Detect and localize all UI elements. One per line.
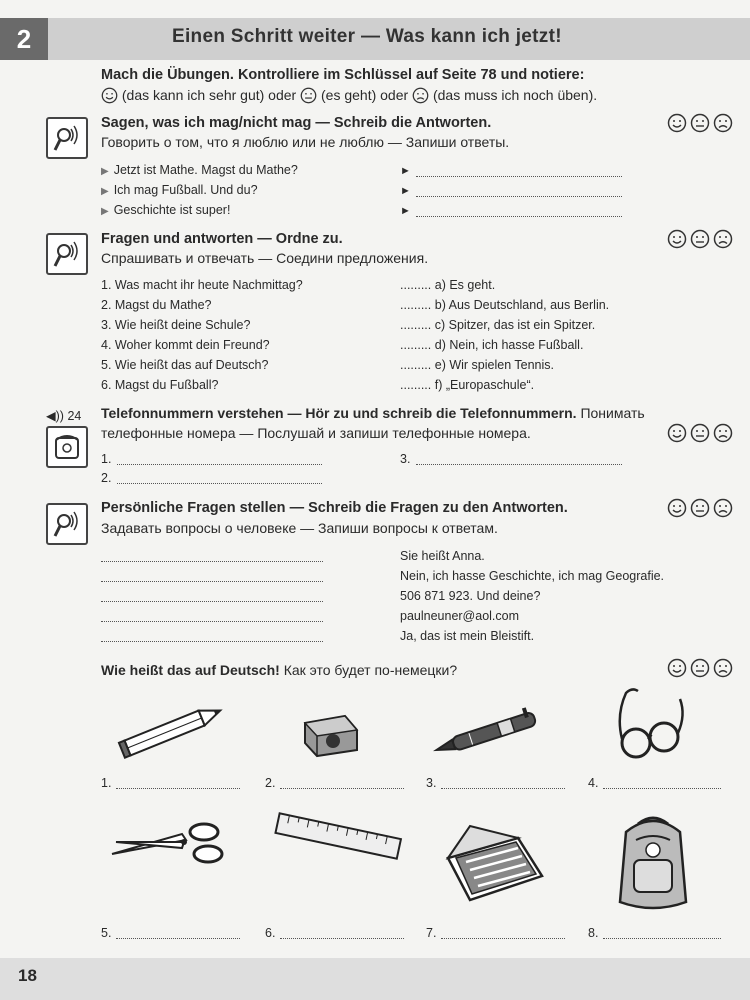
ex2-answer[interactable]: ......... c) Spitzer, das ist ein Spitzer. [400,318,596,332]
word-answer-line[interactable] [280,778,404,789]
pencil-case-icon [440,818,550,908]
sad-smiley-icon[interactable] [713,229,733,249]
ex2-answer[interactable]: ......... a) Es geht. [400,278,496,292]
backpack-icon [608,810,698,915]
ex1-item: ▶ Ich mag Fußball. Und du? [101,183,258,197]
ex4-title: Persönliche Fragen stellen — Schreib die Fragen zu den Antworten. [101,500,568,516]
ex2-answer[interactable]: ......... b) Aus Deutschland, aus Berlin. [400,298,610,312]
question-answer-line[interactable] [101,611,323,622]
answer-arrow: ► [400,205,411,217]
ex1-title: Sagen, was ich mag/nicht mag — Schreib die Antworten. [101,115,492,131]
word-answer-line[interactable] [116,778,240,789]
answer-line[interactable] [416,166,622,177]
question-answer-line[interactable] [101,571,323,582]
ex1-item: ▶ Jetzt ist Mathe. Magst du Mathe? [101,163,298,177]
intro-option-practice: (das muss ich noch üben). [432,87,598,103]
neutral-smiley-icon[interactable] [690,113,710,133]
phone-label: 2. [101,471,112,485]
phone-icon [46,426,88,468]
pencil-icon [112,700,232,760]
ex5-self-assessment[interactable] [667,658,733,678]
intro-option-ok: (es geht) oder [321,87,409,103]
word-answer-line[interactable] [280,928,404,939]
intro-option-good: (das kann ich sehr gut) oder [121,87,297,103]
ex2-question: 6. Magst du Fußball? [101,378,219,392]
chapter-number: 2 [0,18,48,60]
ex3-title: Telefonnummern verstehen — Hör zu und schreib die Telefonnummern. Понимать [101,405,645,421]
ex1-subtitle: Говорить о том, что я люблю или не люблю — Запиши ответы. [101,134,510,150]
ex1-self-assessment[interactable] [667,113,733,133]
audio-track[interactable]: ◀)) 24 [46,409,82,423]
footer-bar [0,958,750,1000]
ex2-subtitle: Спрашивать и отвечать — Соедини предложения. [101,250,429,266]
picture-label: 1. [101,776,112,790]
ex1-item: ▶ Geschichte ist super! [101,203,231,217]
happy-smiley-icon[interactable] [667,498,687,518]
given-answer: 506 871 923. Und deine? [400,589,541,603]
scissors-icon [102,812,242,872]
ex2-question: 2. Magst du Mathe? [101,298,212,312]
sad-smiley-icon[interactable] [713,658,733,678]
question-answer-line[interactable] [101,551,323,562]
ex2-title: Fragen und antworten — Ordne zu. [101,231,343,247]
ex2-answer[interactable]: ......... f) „Europaschule“. [400,378,535,392]
phone-answer-line[interactable] [117,454,322,465]
ex4-subtitle: Задавать вопросы о человеке — Запиши вопросы к ответам. [101,520,498,536]
phone-answer-line[interactable] [416,454,622,465]
ex3-subtitle: телефонные номера — Послушай и запиши телефонные номера. [101,425,531,441]
neutral-smiley-icon[interactable] [690,498,710,518]
question-answer-line[interactable] [101,591,323,602]
ex2-question: 4. Woher kommt dein Freund? [101,338,270,352]
ex2-answer[interactable]: ......... d) Nein, ich hasse Fußball. [400,338,584,352]
phone-label: 3. [400,452,411,466]
picture-label: 7. [426,926,437,940]
ex2-question: 1. Was macht ihr heute Nachmittag? [101,278,303,292]
question-answer-line[interactable] [101,631,323,642]
word-answer-line[interactable] [116,928,240,939]
intro-instruction: Mach die Übungen. Kontrolliere im Schlüssel auf Seite 78 und notiere: [101,67,585,83]
pen-icon [430,705,555,760]
word-answer-line[interactable] [603,778,721,789]
ruler-icon [268,812,408,862]
picture-label: 4. [588,776,599,790]
word-answer-line[interactable] [441,778,565,789]
answer-arrow: ► [400,165,411,177]
neutral-smiley-icon[interactable] [690,423,710,443]
happy-smiley-icon[interactable] [667,229,687,249]
answer-line[interactable] [416,206,622,217]
happy-smiley-icon [101,87,118,104]
ex4-self-assessment[interactable] [667,498,733,518]
given-answer: Sie heißt Anna. [400,549,485,563]
glasses-icon [598,685,698,765]
sad-smiley-icon[interactable] [713,423,733,443]
ex2-question: 5. Wie heißt das auf Deutsch? [101,358,269,372]
given-answer: paulneuner@aol.com [400,609,520,623]
ex2-answer[interactable]: ......... e) Wir spielen Tennis. [400,358,555,372]
ex2-question: 3. Wie heißt deine Schule? [101,318,251,332]
given-answer: Ja, das ist mein Bleistift. [400,629,535,643]
word-answer-line[interactable] [441,928,565,939]
answer-line[interactable] [416,186,622,197]
intro-legend [101,87,597,104]
picture-label: 8. [588,926,599,940]
speaking-icon [46,117,88,159]
neutral-smiley-icon [300,87,317,104]
picture-label: 2. [265,776,276,790]
sad-smiley-icon[interactable] [713,113,733,133]
neutral-smiley-icon[interactable] [690,229,710,249]
word-answer-line[interactable] [603,928,721,939]
sharpener-icon [295,708,365,758]
neutral-smiley-icon[interactable] [690,658,710,678]
answer-arrow: ► [400,185,411,197]
phone-label: 1. [101,452,112,466]
given-answer: Nein, ich hasse Geschichte, ich mag Geografie. [400,569,665,583]
page-title: Einen Schritt weiter — Was kann ich jetzt! [172,26,562,47]
page-number: 18 [18,966,37,985]
picture-label: 5. [101,926,112,940]
happy-smiley-icon[interactable] [667,113,687,133]
sad-smiley-icon [412,87,429,104]
sad-smiley-icon[interactable] [713,498,733,518]
happy-smiley-icon[interactable] [667,423,687,443]
picture-label: 6. [265,926,276,940]
speaking-icon [46,503,88,545]
speaking-icon [46,233,88,275]
speaker-icon: ◀)) [46,409,64,423]
phone-answer-line[interactable] [117,473,322,484]
ex3-self-assessment[interactable] [667,423,733,443]
happy-smiley-icon[interactable] [667,658,687,678]
ex2-self-assessment[interactable] [667,229,733,249]
picture-label: 3. [426,776,437,790]
ex5-title: Wie heißt das auf Deutsch! Как это будет по-немецки? [101,662,458,678]
